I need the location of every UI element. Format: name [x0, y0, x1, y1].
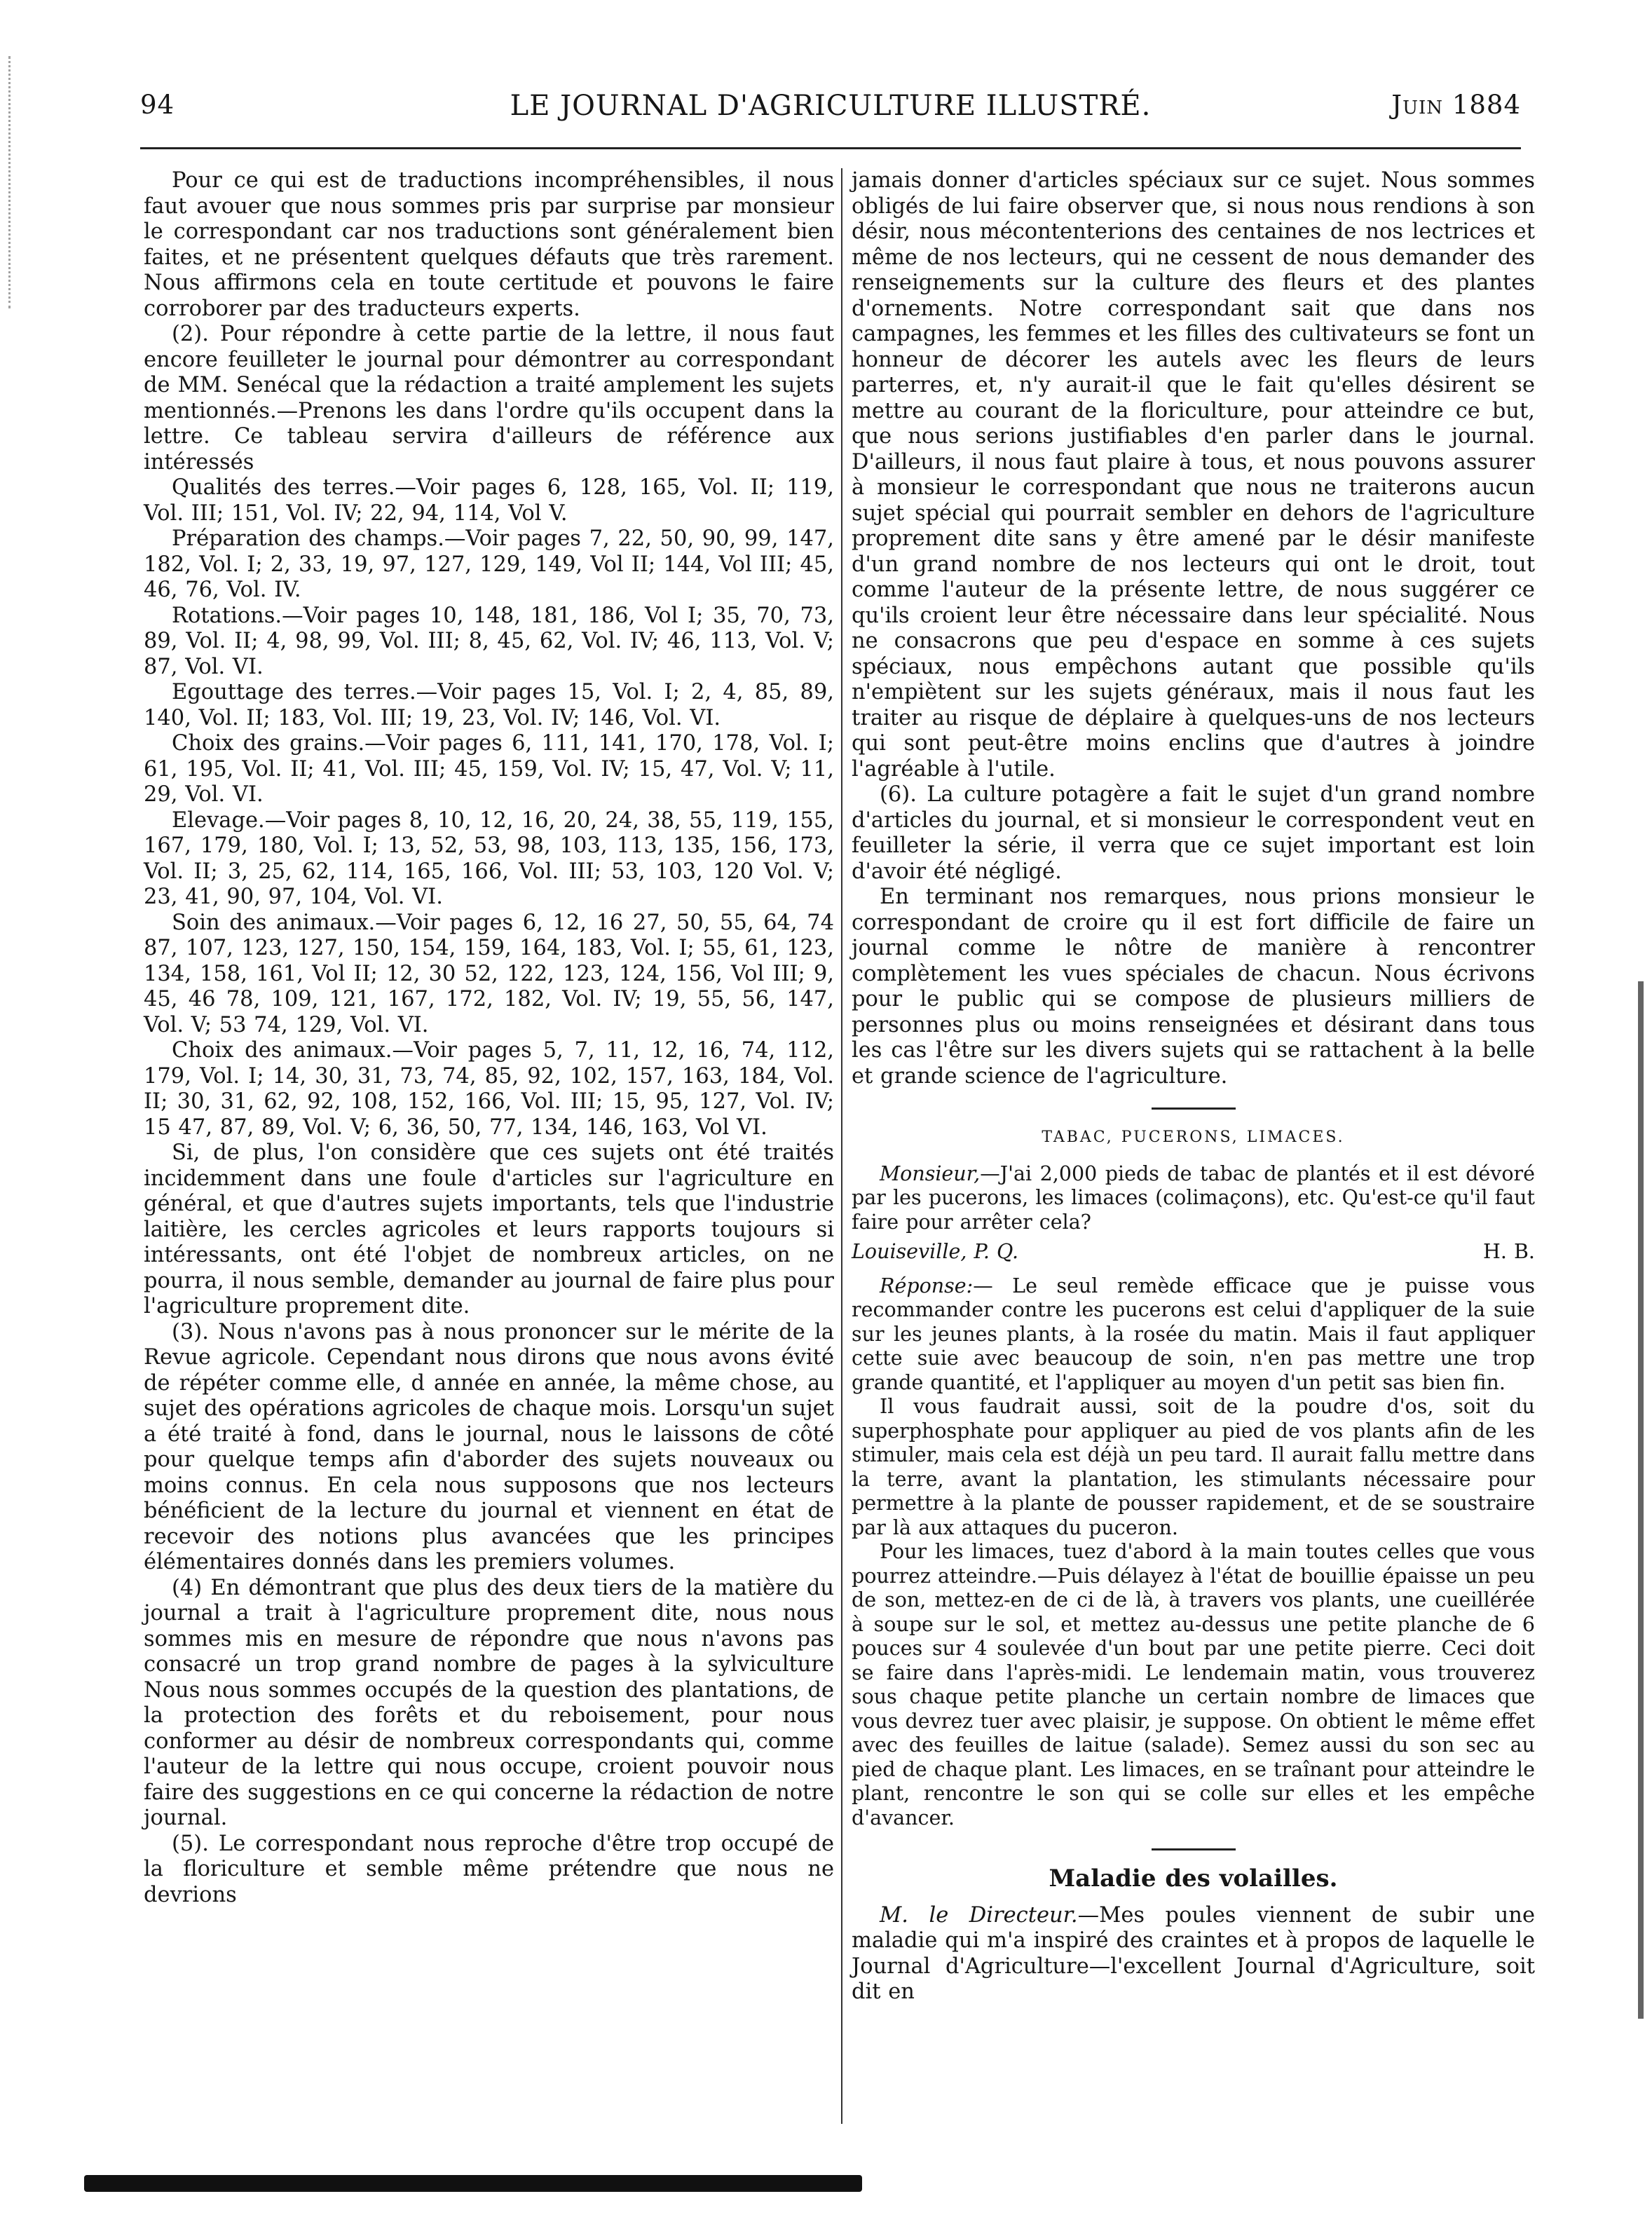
page-number: 94	[140, 90, 175, 120]
running-head	[140, 90, 1521, 132]
scan-ink-smear	[84, 2175, 862, 2192]
paragraph: (3). Nous n'avons pas à nous prononcer sur le mérite de la Revue agricole. Cependant nous dirons que nous avons évité de répéter comme elle, d année en année, la même chose, au sujet des opérations agricoles de chaque mois. Lorsqu'un sujet a été traité à fond, dans le journal, nous le laissons de côté pour quelque temps afin d'aborder des sujets nouveaux ou moins connus. En cela nous supposons que nos lecteurs bénéficient de la lecture du journal et viennent en état de recevoir des notions plus avancées que les principes élémentaires donnés dans les premiers volumes.	[144, 1319, 834, 1574]
index-entry: Egouttage des terres.—Voir pages 15, Vol. I; 2, 4, 85, 89, 140, Vol. II; 183, Vol. III; 19, 23, Vol. IV; 146, Vol. VI.	[144, 680, 834, 730]
reply-paragraph: Pour les limaces, tuez d'abord à la main toutes celles que vous pourrez atteindre.—Puis délayez à l'état de bouillie épaisse un peu de son, mettez-en de ci de là, à travers vos plants, une cueillérée à soupe sur le sol, et mettez au-dessus une petite planche de 6 pouces sur 4 soulevée d'un bout par une petite pierre. Ceci doit se faire dans l'après-midi. Le lendemain matin, vous trouverez sous chaque petite planche un certain nombre de limaces que vous devrez tuer avec plaisir, je suppose. On obtient le même effet avec des feuilles de laitue (salade). Semez aussi du son sec au pied de chaque plant. Les limaces, en se traînant pour atteindre le plant, rencontre le son qui se colle sur elles et les empêche d'avancer.	[852, 1540, 1535, 1829]
paragraph: En terminant nos remarques, nous prions monsieur le correspondant de croire qu il est fort difficile de faire un journal comme le nôtre de manière à rencontrer complètement les vues spéciales de chacun. Nous écrivons pour le public qui se compose de plusieurs milliers de personnes plus ou moins renseignées et désirant dans tous les cas l'être sur les divers sujets qui se rattachent à la belle et grande science de l'agriculture.	[852, 885, 1535, 1089]
index-entry: Rotations.—Voir pages 10, 148, 181, 186, Vol I; 35, 70, 73, 89, Vol. II; 4, 98, 99, Vol. III; 8, 45, 62, Vol. IV; 46, 113, Vol. V; 87, Vol. VI.	[144, 603, 834, 679]
paragraph: (2). Pour répondre à cette partie de la lettre, il nous faut encore feuilleter le journal pour démontrer au correspondant de MM. Senécal que la rédaction a traité amplement les sujets mentionnés.—Prenons les dans l'ordre qu'ils occupent dans la lettre. Ce tableau servira d'ailleurs de référence aux intéressés	[144, 322, 834, 475]
paragraph: jamais donner d'articles spéciaux sur ce sujet. Nous sommes obligés de lui faire observer que, si nous nous rendions à son désir, nous mécontenterions des centaines de nos lectrices et même de nos lecteurs, qui ne cessent de nous demander des renseignements sur la culture des fleurs et des plantes d'ornements. Notre correspondant sait que dans nos campagnes, les femmes et les filles des cultivateurs se font un honneur de décorer les autels avec les fleurs de leurs parterres, et, n'y aurait-il que le fait qu'elles désirent se mettre au courant de la floriculture, pour atteindre ce but, que nous serions justifiables d'en parler dans le journal. D'ailleurs, il nous faut plaire à tous, et nous pouvons assurer à monsieur le correspondant que nous ne traiterons aucun sujet spécial qui pourrait sembler en dehors de l'agriculture proprement dite sans y être amené par le désir manifeste d'un grand nombre de nos lecteurs qui ont le droit, tout comme l'auteur de la présente lettre, de nous suggérer ce qu'ils croient leur être nécessaire dans leur spécialité. Nous ne consacrons que peu d'espace en somme à ces sujets spéciaux, nous empêchons autant que possible qu'ils n'empiètent sur les sujets généraux, mais il nous faut les traiter au risque de déplaire à quelques-uns de nos lecteurs qui sont peut-être moins enclins que d'autres à joindre l'agréable à l'utile.	[852, 168, 1535, 782]
index-entry: Choix des animaux.—Voir pages 5, 7, 11, 12, 16, 74, 112, 179, Vol. I; 14, 30, 31, 73, 74, 85, 92, 102, 157, 163, 184, Vol. II; 30, 31, 62, 92, 108, 152, 166, Vol. III; 15, 95, 127, Vol. IV; 15 47, 87, 89, Vol. V; 6, 36, 50, 77, 134, 146, 163, Vol VI.	[144, 1038, 834, 1140]
section-rule	[1152, 1848, 1236, 1850]
scan-binding-shadow	[1623, 981, 1644, 2019]
paragraph: (6). La culture potagère a fait le sujet d'un grand nombre d'articles du journal, et si monsieur le correspondent veut en feuilleter la série, il verra que ce sujet important est loin d'avoir été négligé.	[852, 782, 1535, 884]
index-entry: Qualités des terres.—Voir pages 6, 128, 165, Vol. II; 119, Vol. III; 151, Vol. IV; 22, 94, 114, Vol V.	[144, 475, 834, 526]
header-rule	[140, 147, 1521, 149]
index-entry: Elevage.—Voir pages 8, 10, 12, 16, 20, 24, 38, 55, 119, 155, 167, 179, 180, Vol. I; 13, 52, 53, 98, 103, 113, 135, 156, 173, Vol. II; 3, 25, 62, 114, 165, 166, Vol. III; 53, 103, 120 Vol. V; 23, 41, 90, 97, 104, Vol. VI.	[144, 807, 834, 909]
paragraph: (4) En démontrant que plus des deux tiers de la matière du journal a trait à l'agriculture proprement dite, nous nous sommes mis en mesure de répondre que nous n'avons pas consacré un trop grand nombre de pages à la sylviculture Nous nous sommes occupés de la question des plantations, de la protection des forêts et du reboisement, pour nous conformer au désir de nombreux correspondants qui, comme l'auteur de la lettre qui nous occupe, croient pouvoir nous faire des suggestions en ce qui concerne la rédaction de notre journal.	[144, 1575, 834, 1830]
letter	[852, 1162, 1535, 1235]
paragraph	[852, 1903, 1535, 2005]
letter-place: Louiseville, P. Q.	[852, 1240, 1019, 1263]
letter-body: —J'ai 2,000 pieds de tabac de plantés et il est dévoré par les pucerons, les limaces (colimaçons), etc. Qu'est-ce qu'il faut faire pour arrêter cela?	[852, 1161, 1535, 1234]
salutation: M. le Directeur.	[880, 1902, 1078, 1928]
issue-date: Juin 1884	[1391, 90, 1521, 120]
paragraph: Pour ce qui est de traductions incompréhensibles, il nous faut avouer que nous sommes pris par surprise par monsieur le correspondant car nos traductions sont généralement bien faites, et ne présentent quelques défauts que très rarement. Nous affirmons cela en toute certitude et pouvons le faire corroborer par des traducteurs experts.	[144, 168, 834, 321]
letter-signature	[852, 1240, 1535, 1265]
journal-title: LE JOURNAL D'AGRICULTURE ILLUSTRÉ.	[510, 90, 1152, 122]
section-heading: Maladie des volailles.	[1049, 1865, 1338, 1893]
index-entry: Soin des animaux.—Voir pages 6, 12, 16 27, 50, 55, 64, 74 87, 107, 123, 127, 150, 154, 159, 164, 183, Vol. I; 55, 61, 123, 134, 158, 161, Vol II; 12, 30 52, 122, 123, 124, 156, Vol III; 9, 45, 46 78, 109, 121, 167, 172, 182, Vol. IV; 19, 55, 56, 147, Vol. V; 53 74, 129, Vol. VI.	[144, 910, 834, 1037]
scan-edge-marks	[8, 56, 23, 308]
paragraph-text: —Mes poules viennent de subir une maladie qui m'a inspiré des craintes et à propos de laquelle le Journal d'Agriculture—l'excellent Journal d'Agriculture, soit dit en	[852, 1902, 1535, 2004]
reply-paragraph: Il vous faudrait aussi, soit de la poudre d'os, soit du superphosphate pour appliquer au pied de vos plants afin de les stimuler, mais cela est déjà un peu tard. Il aurait fallu mettre dans la terre, avant la plantation, les stimulants nécessaire pour permettre à la plante de pousser rapidement, et de se soustraire par là aux attaques du puceron.	[852, 1395, 1535, 1539]
reply-paragraph	[852, 1274, 1535, 1396]
reply-text: — Le seul remède efficace que je puisse vous recommander contre les pucerons est celui d'appliquer de la suie sur les jeunes plants, à la rosée du matin. Mais il faut appliquer cette suie avec beaucoup de soin, n'en pas mettre une trop grande quantité, et l'appliquer au moyen d'un petit sas bien fin.	[852, 1274, 1535, 1394]
letter-salutation: Monsieur,	[880, 1161, 981, 1185]
section-rule	[1152, 1107, 1236, 1110]
paragraph: (5). Le correspondant nous reproche d'être trop occupé de la floriculture et semble même prétendre que nous ne devrions	[144, 1831, 834, 1907]
letter-initials: H. B.	[1483, 1240, 1535, 1263]
index-entry: Choix des grains.—Voir pages 6, 111, 141, 170, 178, Vol. I; 61, 195, Vol. II; 41, Vol. III; 45, 159, Vol. IV; 15, 47, Vol. V; 11, 29, Vol. VI.	[144, 731, 834, 807]
index-entry: Préparation des champs.—Voir pages 7, 22, 50, 90, 99, 147, 182, Vol. I; 2, 33, 19, 97, 127, 129, 149, Vol II; 144, Vol III; 45, 46, 76, Vol. IV.	[144, 526, 834, 602]
left-column	[144, 168, 834, 1908]
reply-label: Réponse:	[880, 1274, 974, 1297]
paragraph: Si, de plus, l'on considère que ces sujets ont été traités incidemment dans une foule d'articles sur l'agriculture en général, et que d'autres sujets importants, tels que l'industrie laitière, les cercles agricoles et leurs rapports toujours si intéressants, ont été l'objet de nombreux articles, on ne pourra, il nous semble, demander au journal de faire plus pour l'agriculture proprement dite.	[144, 1140, 834, 1318]
column-divider	[841, 168, 842, 2124]
section-title: TABAC, PUCERONS, LIMACES.	[1042, 1129, 1345, 1146]
right-column	[852, 168, 1535, 2005]
